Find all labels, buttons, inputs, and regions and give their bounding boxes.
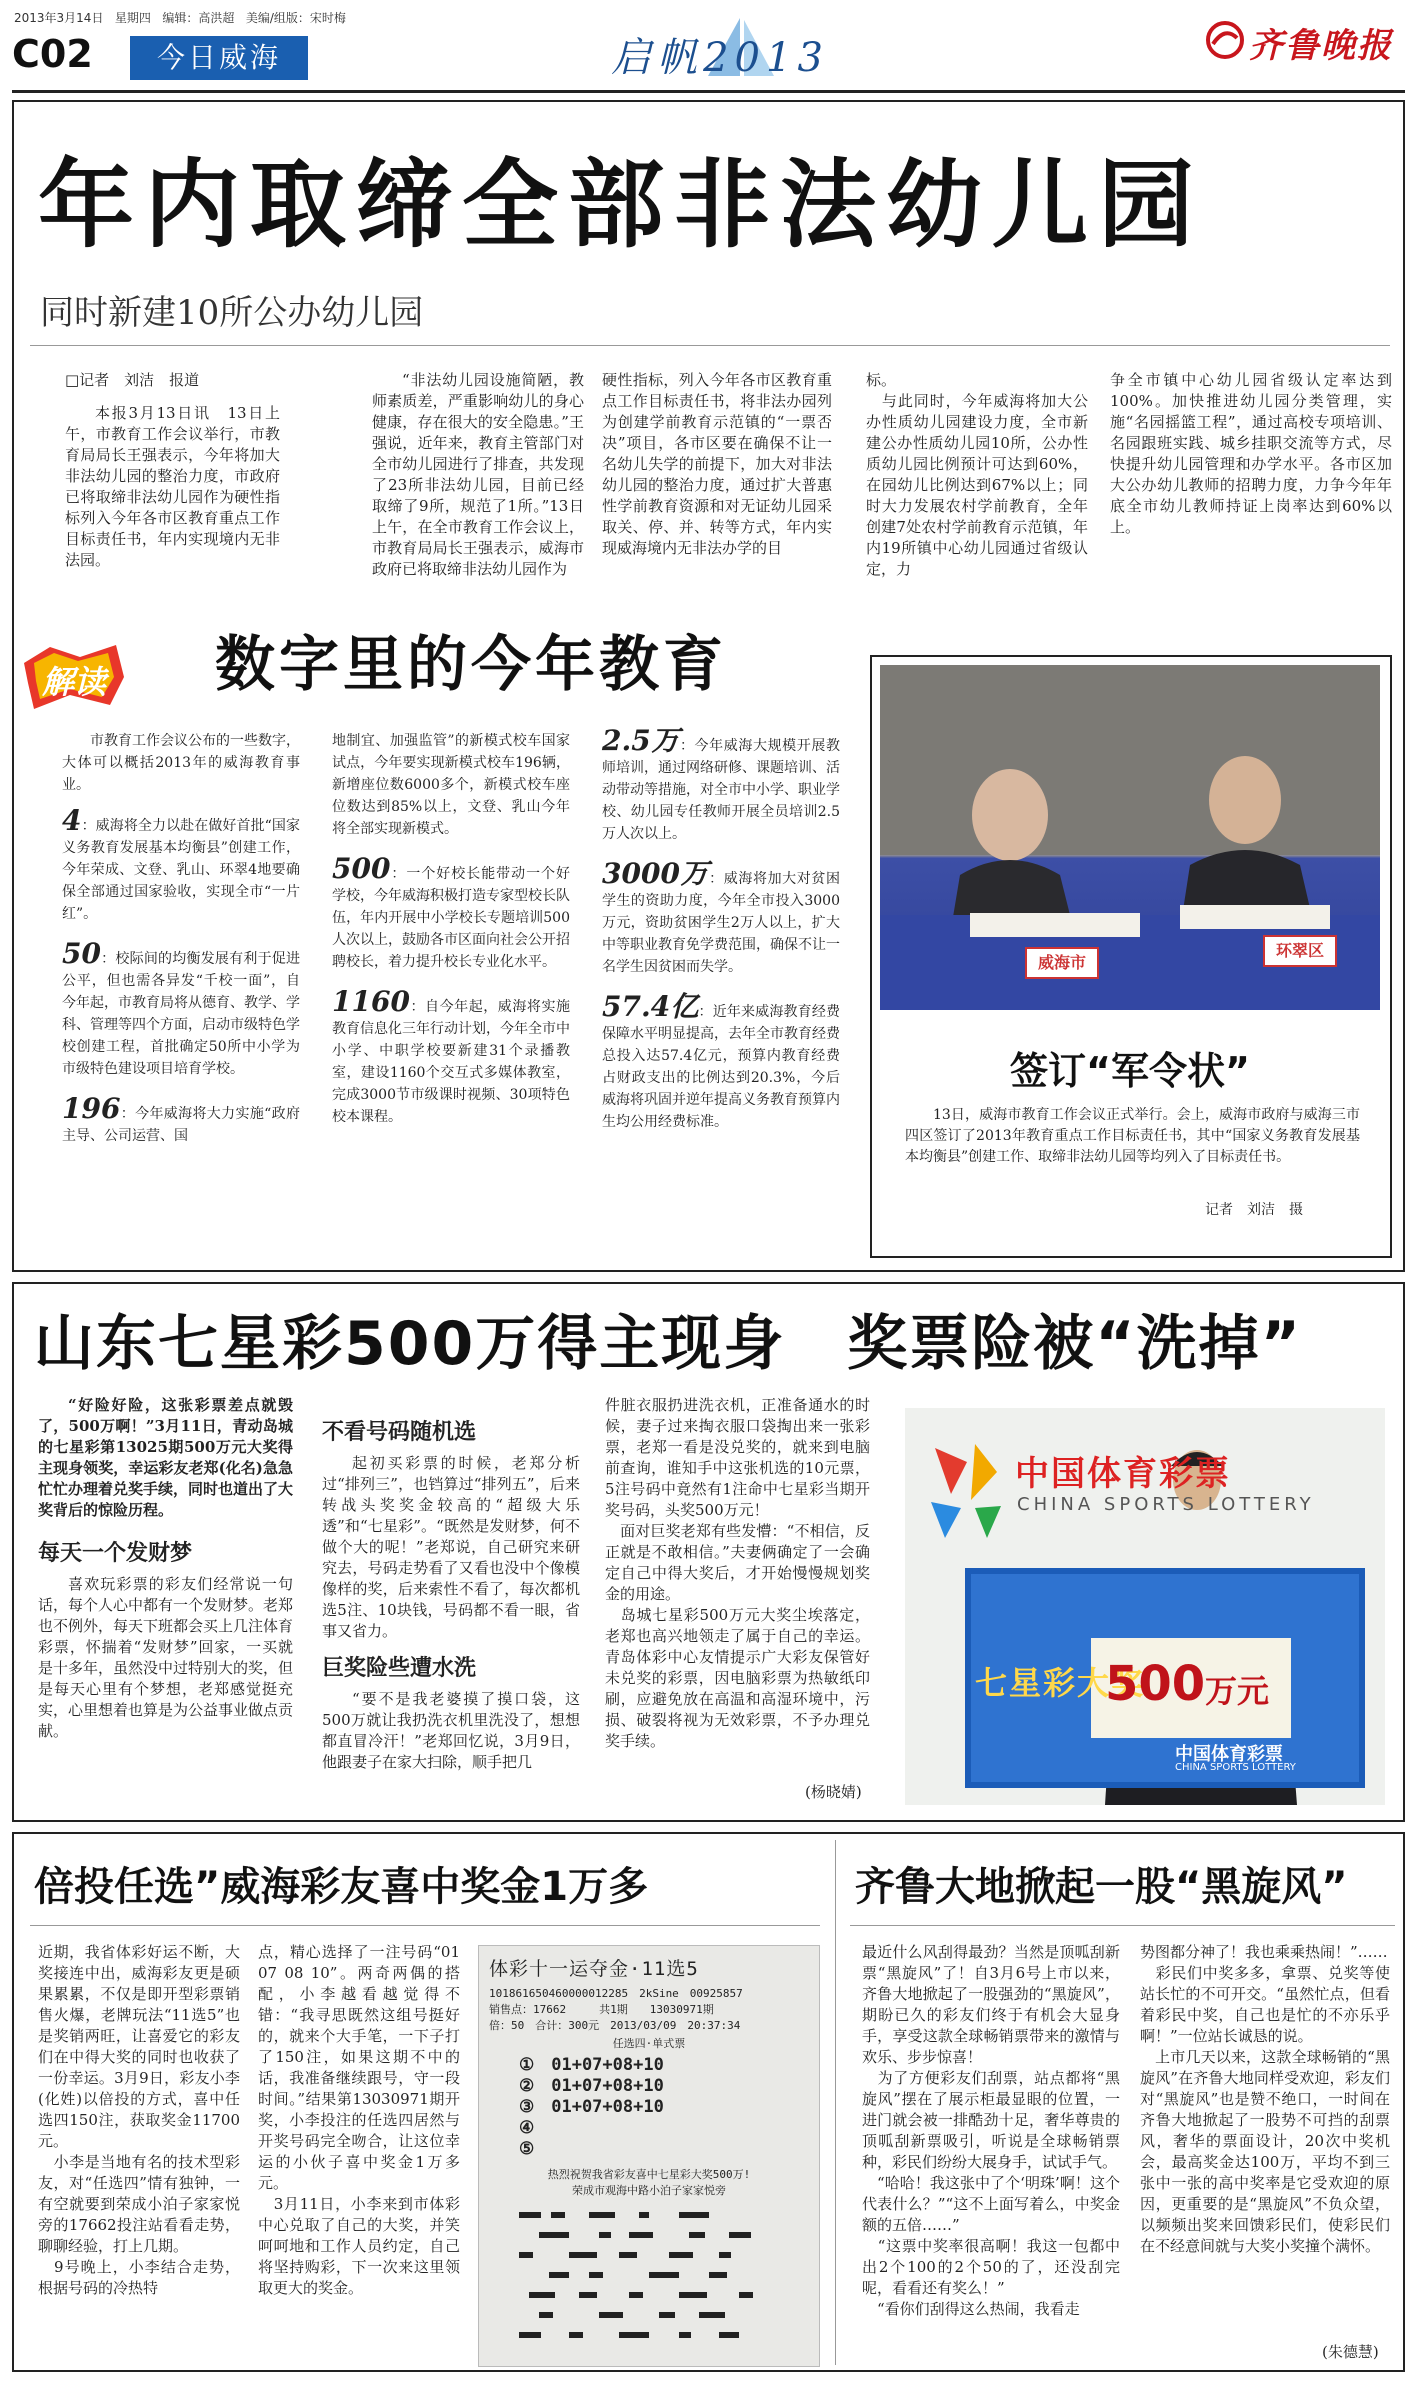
stat-196: 196 xyxy=(62,1092,121,1125)
stat-196-text: ：今年威海将大力实施“政府主导、公司运营、国 xyxy=(62,1106,300,1144)
stat-30m-text: ：威海将加大对贫困学生的资助力度，今年全市投入3000万元，资助贫困学生2万人以上，扩大中等职业教育免学费范围，确保不让一名学生因贫困而失学。 xyxy=(602,871,841,975)
article1-col2: “非法幼儿园设施简陋，教师素质差，严重影响幼儿的身心健康，存在很大的安全隐患。”王强说，近年来，教育主管部门对全市幼儿园进行了排查，共发现了23所非法幼儿园，目前已经取缔了9所，规范了1所。”13日上午，在全市教育工作会议上，市教育局局长王强表示，威海市政府已将取缔非法幼儿园作为 xyxy=(372,371,584,578)
signing-photo xyxy=(880,665,1380,1010)
stat-25k: 2.5万 xyxy=(602,724,680,757)
article4-p1: 近期，我省体彩好运不断，大奖接连中出，威海彩友更是硕果累累，不仅是即开型彩票销售火爆，老牌玩法“11选5”也是奖销两旺，让喜爱它的彩友们在中得大奖的同时也收获了一份幸运。3月9日，彩友小李(化姓)以倍投的方式，喜中任选四150注，获取奖金11700元。 小李是当地有名的技术型彩友，对“任选四”情有独钟，一有空就要到荣成小泊子家家悦旁的17662投注站看看走势，聊聊经验，打上几期。 9号晚上，小李结合走势，根据号码的冷热特 xyxy=(38,1943,240,2297)
stat-50: 50 xyxy=(62,937,101,970)
paper-logo xyxy=(1205,18,1400,64)
interpret-tag xyxy=(20,643,128,711)
ticket-title: 体彩十一运夺金·11选5 xyxy=(489,1958,699,1980)
article3-h3: 巨奖险些遭水洗 xyxy=(322,1656,477,1681)
article5-p1: 最近什么风刮得最劲？当然是顶呱刮新票“黑旋风”了！自3月6号上市以来，齐鲁大地掀起了一股强劲的“黑旋风”，期盼已久的彩友们终于有机会大显身手，享受这款全球畅销票带来的激情与欢乐、步步惊喜！ 为了方便彩友们刮票，站点都将“黑旋风”摆在了展示柜最显眼的位置，一进门就会被一排酷劲十足，奢华尊贵的顶呱刮新票吸引，听说是全球畅销票种，彩民们纷纷大展身手，试试手气。 “哈哈！我这张中了个‘明珠’啊！这个代表什么？”“这不上面写着么，中奖金额的五倍……” “这票中奖率很高啊！我这一包都中出2个100的2个50的了，还没刮完呢，看看还有奖么！” “看你们刮得这么热闹，我看走 xyxy=(862,1943,1120,2318)
article1-col4: 标。 与此同时，今年威海将加大公办性质幼儿园建设力度，全市新建公办性质幼儿园10所，公办性质幼儿园比例预计可达到60%，在园幼儿比例达到67%以上；同时大力发展农村学前教育，全年创建7处农村学前教育示范镇，年内19所镇中心幼儿园通过省级认定，力 xyxy=(866,371,1088,578)
lottery-brand-en: CHINA SPORTS LOTTERY xyxy=(1017,1494,1315,1515)
lottery-brand-cn: 中国体育彩票 xyxy=(1015,1454,1231,1494)
ticket-line: ① 01+07+08+10 xyxy=(519,2055,664,2075)
article1-rule xyxy=(30,345,1390,346)
paper-name: 齐鲁晚报 xyxy=(1249,26,1393,66)
stat-4-text: ：威海将全力以赴在做好首批“国家义务教育发展基本均衡县”创建工作，今年荣成、文登、乳山、环翠4地要确保全部通过国家验收，实现全市“一片红”。 xyxy=(62,818,300,922)
interpret-tag-label: 解读 xyxy=(41,663,106,701)
ticket-type: 任选四·单式票 xyxy=(612,2037,686,2050)
article2-col2 xyxy=(332,730,570,1128)
ticket-line: ② 01+07+08+10 xyxy=(519,2076,664,2096)
article4-title: 倍投任选”威海彩友喜中奖金1万多 xyxy=(34,1864,649,1910)
stat-196-cont: 地制宜、加强监管”的新模式校车国家试点，今年要实现新模式校车196辆，新增座位数6000多个，新模式校车座位数达到85%以上，文登、乳山今年将全部实现新模式。 xyxy=(332,733,570,837)
stat-500: 500 xyxy=(332,852,391,885)
masthead-date: 2013年3月14日 xyxy=(14,11,104,25)
lottery-photo xyxy=(905,1408,1385,1805)
board-amount: 500 xyxy=(1105,1656,1206,1712)
masthead-designer: 美编/组版：宋时梅 xyxy=(245,11,346,25)
article3-p2: 起初买彩票的时候，老郑分析过“排列三”，也铛算过“排列五”，后来转战头奖奖金较高的“超级大乐透”和“七星彩”。“既然是发财梦，何不做个大的呢！”老郑说，自己研究来研究去，号码走势看了又看也没中个像模像样的奖，后来索性不看了，每次都机选5注、10块钱，号码都不看一眼，省事又省力。 xyxy=(322,1454,580,1640)
board-unit: 万元 xyxy=(1205,1672,1270,1710)
photo1-credit: 记者 刘洁 摄 xyxy=(1205,1202,1303,1218)
article4-rule xyxy=(30,1925,820,1926)
photo1-title: 签订“军令状” xyxy=(1010,1049,1250,1093)
article4-p2: 点，精心选择了一注号码“01 07 08 10”。两奇两偶的搭配，小李越看越觉得不错：“我寻思既然这组号挺好的，就来个大手笔，一下子打了150注，如果这期不中的话，我准备继续跟号，守一段时间。”结果第13030971期开奖，小李投注的任选四居然与开奖号码完全吻合，让这位幸运的小伙子喜中奖金1万多元。 3月11日，小李来到市体彩中心兑取了自己的大奖，并笑呵呵地和工作人员约定，自己将坚持购彩，下一次来这里领取更大的奖金。 xyxy=(258,1943,460,2297)
ticket-foot2: 荣成市观海中路小泊子家家悦旁 xyxy=(572,2184,726,2197)
section-label: 今日威海 xyxy=(130,36,308,80)
article2-intro: 市教育工作会议公布的一些数字，大体可以概括2013年的威海教育事业。 xyxy=(62,733,300,793)
board-text: 七星彩大奖 xyxy=(975,1664,1146,1702)
page-number: C02 xyxy=(12,32,93,76)
ticket-lines xyxy=(519,2055,819,2160)
board-logo-en: CHINA SPORTS LOTTERY xyxy=(1175,1762,1296,1773)
stat-5740m: 57.4亿 xyxy=(602,990,699,1023)
ticket-foot1: 热烈祝贺我省彩友喜中七星彩大奖500万! xyxy=(547,2168,751,2181)
ticket-serial: 101861650460000012285 2kSine 00925857 xyxy=(489,1987,743,2000)
stat-1160: 1160 xyxy=(332,985,410,1018)
article3-p1: 喜欢玩彩票的彩友们经常说一句话，每个人心中都有一个发财梦。老郑也不例外，每天下班都会买上几注体育彩票，怀揣着“发财梦”回家，一买就是十多年，虽然没中过特别大的奖，但是每天心里有个梦想，老郑感觉挺充实，心里想着也算是为公益事业做点贡献。 xyxy=(38,1575,294,1740)
stat-4: 4 xyxy=(62,804,82,837)
article1-col1: 本报3月13日讯 13日上午，市教育工作会议举行，市教育局局长王强表示，今年将加大非法幼儿园的整治力度，市政府已将取缔非法幼儿园作为硬性指标列入今年各市区教育重点工作目标责任书，年内实现境内无非法园。 xyxy=(65,404,280,569)
article1-col3: 硬性指标，列入今年各市区教育重点工作目标责任书，将非法办园列为创建学前教育示范镇的“一票否决”项目，各市区要在确保不让一名幼儿失学的前提下，加大对非法幼儿园的整治力度，通过扩大普惠性学前教育资源和对无证幼儿园采取关、停、并、转等方式，年内实现威海境内无非法办学的目 xyxy=(602,371,832,557)
article5-title: 齐鲁大地掀起一股“黑旋风” xyxy=(855,1864,1348,1910)
stat-500-text: ：一个好校长能带动一个好学校，今年威海积极打造专家型校长队伍，年内开展中小学校长专题培训500人次以上，鼓励各市区面向社会公开招聘校长，着力提升校长专业化水平。 xyxy=(332,866,570,970)
article5-credit: (朱德慧) xyxy=(1322,2343,1379,2361)
lottery-ticket xyxy=(478,1945,820,2367)
article1-title: 年内取缔全部非法幼儿园 xyxy=(38,149,1204,261)
article1-col5: 争全市镇中心幼儿园省级认定率达到100%。加快推进幼儿园分类管理，实施“名园摇篮工程”，通过高校专项培训、名园跟班实践、城乡挂职交流等方式，尽快提升幼儿园管理和办学水平。各市区加大公办幼儿教师的招聘力度，力争今年年底全市幼儿教师持证上岗率达到60%以上。 xyxy=(1110,371,1392,536)
article3-lead: “好险好险，这张彩票差点就毁了，500万啊！”3月11日，青动岛城的七星彩第13025期500万元大奖得主现身领奖，幸运彩友老郑(化名)急急忙忙办理着兑奖手续，同时也道出了大奖背后的惊险历程。 xyxy=(38,1396,294,1519)
bottom-divider xyxy=(835,1840,836,2365)
article2-col1 xyxy=(62,730,300,1147)
masthead-info xyxy=(14,9,346,26)
photo1-caption: 13日，威海市教育工作会议正式举行。会上，威海市政府与威海三市四区签订了2013年教育重点工作目标责任书，其中“国家义务教育发展基本均衡县”创建工作、取缔非法幼儿园等均列入了目标责任书。 xyxy=(905,1107,1360,1165)
article2-title: 数字里的今年教育 xyxy=(215,630,727,700)
banner-text: 启帆2013 xyxy=(611,35,829,81)
masthead-weekday: 星期四 xyxy=(114,11,151,25)
article1-subtitle: 同时新建10所公办幼儿园 xyxy=(40,293,424,333)
stat-50-text: ：校际间的均衡发展有利于促进公平，但也需各异发“千校一面”，自今年起，市教育局将从德育、教学、学科、管理等四个方面，启动市级特色学校创建工程，首批确定50所中小学为市级特色建设项目培育学校。 xyxy=(62,951,300,1077)
article1-byline: □记者 刘洁 报道 xyxy=(65,371,200,389)
plate-huancui: 环翠区 xyxy=(1263,935,1337,967)
article3-h2: 不看号码随机选 xyxy=(322,1420,477,1445)
masthead-rule xyxy=(12,90,1405,93)
paper-emblem-icon xyxy=(1205,20,1245,60)
article3-credit: (杨晓婧) xyxy=(805,1783,862,1801)
article3-p3: “要不是我老婆摸了摸口袋，这500万就让我扔洗衣机里洗没了，想想都直冒冷汗！”老郑回忆说，3月9日，他跟妻子在家大扫除，顺手把几 xyxy=(322,1690,580,1771)
plate-weihai: 威海市 xyxy=(1025,947,1099,979)
article5-p2: 势图都分神了！我也乘乘热闹！”…… 彩民们中奖多多，拿票、兑奖等使站长忙的不可开交。“虽然忙点，但看着彩民中奖，自己也是忙的不亦乐乎啊！”一位站长诚恳的说。 上市几天以来，这款全球畅销的“黑旋风”在齐鲁大地同样受欢迎，彩友们对“黑旋风”也是赞不绝口，一时间在齐鲁大地掀起了一股势不可挡的刮票风，奢华的票面设计，20次中奖机会，最高奖金达100万，平均不到三张中一张的高中奖率是它受欢迎的原因，更重要的是“黑旋风”不负众望，以频频出奖来回馈彩民们，使彩民们在不经意间就与大奖小奖撞个满怀。 xyxy=(1140,1943,1390,2255)
stat-5740m-text: ：近年来威海教育经费保障水平明显提高，去年全市教育经费总投入达57.4亿元，预算内教育经费占财政支出的比例达到20.3%，今后威海将巩固并逆年提高义务教育预算内生均公用经费标准。 xyxy=(602,1004,841,1130)
article3-p4: 件脏衣服扔进洗衣机，正准备通水的时候，妻子过来掏衣服口袋掏出来一张彩票，老郑一看是没兑奖的，就来到电脑前查询，谁知手中这张机选的10元票，5注号码中竟然有1注命中七星彩当期开奖号码，头奖500万元！ 面对巨奖老郑有些发懵：“不相信，反正就是不敢相信。”夫妻俩确定了一会确定自己中得大奖后，才开始慢慢规划奖金的用途。 岛城七星彩500万元大奖尘埃落定，老郑也高兴地领走了属于自己的幸运。青岛体彩中心友情提示广大彩友保管好未兑奖的彩票，因电脑彩票为热敏纸印刷，应避免放在高温和高湿环境中，污损、破裂将视为无效彩票，不予办理兑奖手续。 xyxy=(605,1396,870,1750)
board-logo: 中国体育彩票 xyxy=(1175,1744,1283,1765)
masthead-editor: 编辑：高洪超 xyxy=(162,11,235,25)
ticket-line: ③ 01+07+08+10 xyxy=(519,2097,664,2117)
ticket-sales: 销售点：17662 共1期 13030971期 xyxy=(489,2003,714,2016)
stat-1160-text: ：自今年起，威海将实施教育信息化三年行动计划，今年全市中小学、中职学校要新建31个录播教室，建设1160个交互式多媒体教室，完成3000节市级课时视频、30项特色校本课程。 xyxy=(332,999,570,1125)
ticket-barcode-icon xyxy=(479,2202,819,2362)
article3-h1: 每天一个发财梦 xyxy=(38,1541,193,1566)
ticket-line: ④ xyxy=(519,2118,535,2138)
stat-30m: 3000万 xyxy=(602,857,710,890)
article5-rule xyxy=(850,1925,1395,1926)
ticket-multiplier: 倍：50 合计：300元 2013/03/09 20:37:34 xyxy=(489,2019,741,2032)
ticket-line: ⑤ xyxy=(519,2139,535,2159)
stat-25k-text: ：今年威海大规模开展教师培训，通过网络研修、课题培训、活动带动等措施，对全市中小学、职业学校、幼儿园专任教师开展全员培训2.5万人次以上。 xyxy=(602,738,841,842)
article2-col3 xyxy=(602,724,841,1133)
banner xyxy=(590,12,850,82)
article3-title: 山东七星彩500万得主现身 奖票险被“洗掉” xyxy=(34,1309,1303,1379)
